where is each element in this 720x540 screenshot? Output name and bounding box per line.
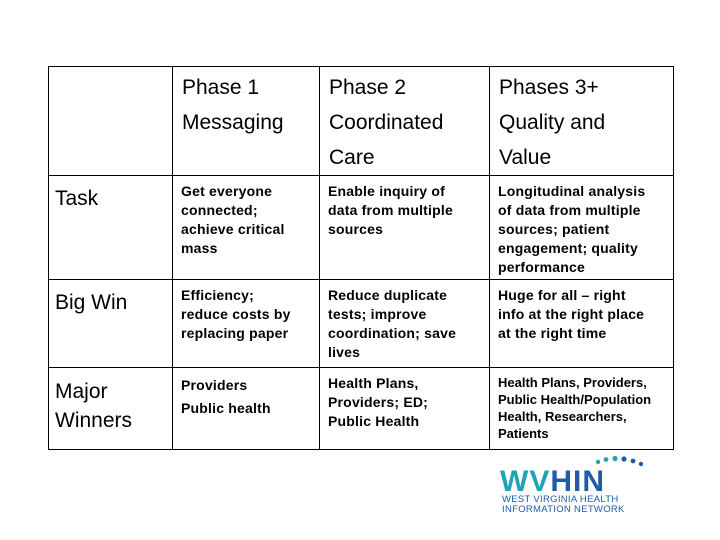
table-header-row [49,67,674,176]
cell-text: Public health [181,400,271,416]
row-label-text: Major [55,380,108,403]
cell-text: connected; [181,202,258,218]
logo-wordmark-part-1: WV [500,465,551,498]
cell-text: Longitudinal analysis [498,183,646,199]
table-row-major-winners [49,368,674,450]
cell-text: Providers; ED; [328,394,429,410]
header-phase-1 [173,67,320,176]
logo-tagline-2: INFORMATION NETWORK [502,504,625,515]
cell-text: sources [328,221,384,237]
row-label-text: Big Win [55,291,128,314]
major-winners-phase-2-cell [320,368,490,450]
cell-text: Efficiency; [181,287,254,303]
cell-text: Health Plans, Providers, [498,375,647,390]
cell-text: engagement; quality [498,240,638,256]
big-win-phase-1-cell [173,280,320,368]
header-text: Quality and [499,111,606,134]
wvhin-logo [498,456,658,516]
row-label-text: Task [55,187,99,210]
cell-text: Public Health/Population [498,392,652,407]
row-label-big-win [49,280,173,368]
cell-text: Health, Researchers, [498,409,627,424]
cell-text: Health Plans, [328,375,419,391]
logo-wordmark-part-2: HIN [550,465,605,498]
header-text: Coordinated [329,111,444,134]
cell-text: coordination; save [328,325,457,341]
cell-text: Public Health [328,413,420,429]
cell-text: Patients [498,426,549,441]
row-label-text: Winners [55,409,133,432]
big-win-phase-3-cell [490,280,674,368]
cell-text: sources; patient [498,221,610,237]
header-text: Phase 2 [329,76,407,99]
cell-text: Reduce duplicate [328,287,448,303]
cell-text: mass [181,240,218,256]
cell-text: Get everyone [181,183,273,199]
cell-text: Enable inquiry of [328,183,445,199]
table-row-task [49,176,674,280]
cell-text: Huge for all – right [498,287,626,303]
cell-text: tests; improve [328,306,427,322]
row-label-major-winners [49,368,173,450]
header-phase-3 [490,67,674,176]
cell-text: reduce costs by [181,306,291,322]
cell-text: info at the right place [498,306,645,322]
cell-text: performance [498,259,586,275]
phase-comparison-table [48,66,674,450]
cell-text: achieve critical [181,221,285,237]
row-label-task [49,176,173,280]
cell-text: Providers [181,377,248,393]
cell-text: lives [328,344,361,360]
header-text: Phase 1 [182,76,260,99]
header-corner-cell [49,67,173,176]
header-text: Care [329,146,375,169]
task-phase-2-cell [320,176,490,280]
big-win-phase-2-cell [320,280,490,368]
header-phase-2 [320,67,490,176]
header-text: Phases 3+ [499,76,599,99]
header-text: Value [499,146,552,169]
logo-tagline-1: WEST VIRGINIA HEALTH [502,494,619,505]
task-phase-1-cell [173,176,320,280]
cell-text: of data from multiple [498,202,641,218]
cell-text: data from multiple [328,202,453,218]
cell-text: replacing paper [181,325,289,341]
header-text: Messaging [182,111,284,134]
major-winners-phase-3-cell [490,368,674,450]
cell-text: at the right time [498,325,607,341]
task-phase-3-cell [490,176,674,280]
table-row-big-win [49,280,674,368]
major-winners-phase-1-cell [173,368,320,450]
